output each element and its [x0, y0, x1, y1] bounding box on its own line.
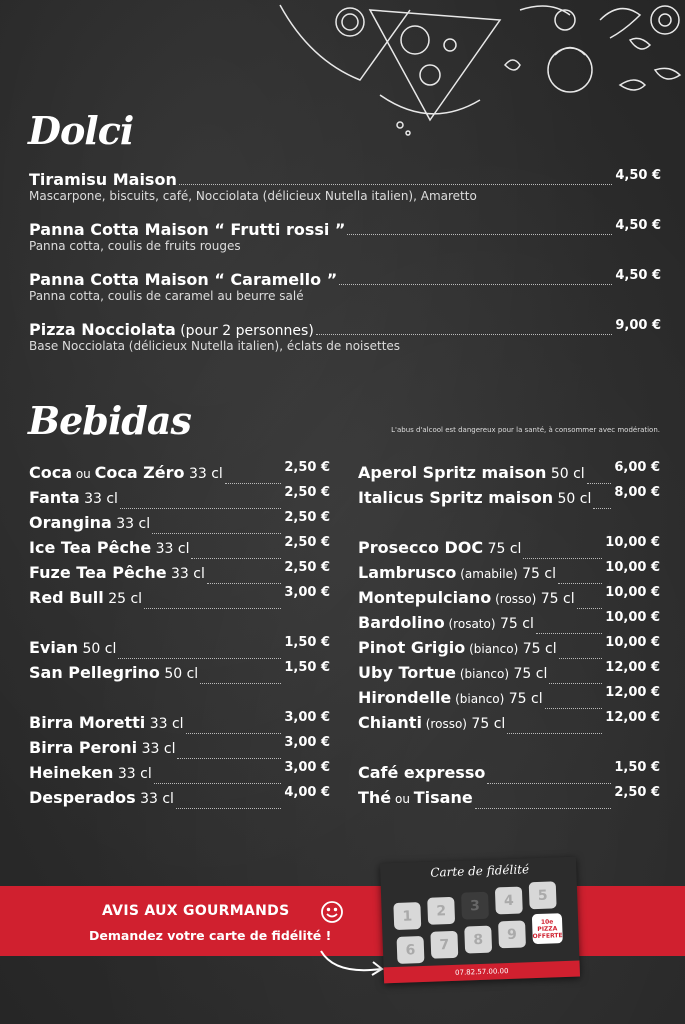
drink-price: 2,50 €	[284, 535, 330, 550]
item-price: 9,00 €	[615, 318, 661, 333]
drink-name-main: Heineken	[29, 763, 114, 782]
stamp: 1	[393, 902, 421, 930]
drink-style: (amabile)	[456, 567, 518, 581]
drink-price: 1,50 €	[284, 660, 330, 675]
drink-style: (bianco)	[456, 667, 510, 681]
dotted-leader	[177, 758, 281, 759]
dotted-leader	[339, 284, 612, 285]
list-item	[29, 220, 661, 270]
list-item	[29, 320, 661, 370]
dotted-leader	[316, 334, 613, 335]
drink-price: 12,00 €	[605, 710, 660, 725]
stamp: 6	[397, 936, 425, 964]
drink-volume: 33 cl	[137, 741, 176, 757]
drink-volume: 33 cl	[184, 466, 223, 482]
drink-row	[29, 585, 330, 613]
drink-name	[29, 663, 198, 682]
drink-style: (rosso)	[421, 717, 467, 731]
dotted-leader	[176, 808, 281, 809]
drink-price: 10,00 €	[605, 560, 660, 575]
or-text: ou	[391, 792, 414, 806]
drink-price: 3,00 €	[284, 760, 330, 775]
drink-volume: 75 cl	[536, 591, 575, 607]
drink-row	[358, 785, 660, 813]
drink-price: 6,00 €	[614, 460, 660, 475]
stamp-grid	[393, 883, 573, 959]
card-title: Carte de fidélité	[430, 862, 530, 880]
banner-title: AVIS AUX GOURMANDS	[102, 903, 290, 919]
drink-volume: 75 cl	[483, 541, 522, 557]
drink-name	[29, 563, 205, 582]
dolci-title: Dolci	[28, 108, 134, 153]
drink-price: 2,50 €	[284, 485, 330, 500]
drink-name	[358, 538, 521, 557]
dotted-leader	[200, 683, 281, 684]
dotted-leader	[225, 483, 282, 484]
dotted-leader	[118, 658, 281, 659]
drink-volume: 33 cl	[145, 716, 184, 732]
or-text: ou	[72, 467, 95, 481]
dotted-leader	[144, 608, 281, 609]
drink-name-main: Montepulciano	[358, 588, 492, 607]
drink-volume: 50 cl	[546, 466, 585, 482]
drink-name	[29, 488, 118, 507]
drink-volume: 50 cl	[553, 491, 592, 507]
drink-name-main: Birra Moretti	[29, 713, 146, 732]
drink-name	[358, 663, 547, 682]
item-description: Panna cotta, coulis de caramel au beurre salé	[29, 289, 304, 303]
free-pizza-stamp: 10e PIZZA OFFERTE	[532, 913, 563, 944]
drink-volume: 33 cl	[79, 491, 118, 507]
drink-price: 2,50 €	[284, 510, 330, 525]
drink-style: (rosso)	[491, 592, 537, 606]
dotted-leader	[559, 658, 603, 659]
dotted-leader	[593, 508, 611, 509]
drink-name	[29, 463, 223, 482]
dotted-leader	[152, 533, 281, 534]
drink-name-main: Desperados	[29, 788, 136, 807]
stamp: 7	[430, 931, 458, 959]
drink-name-a: Thé	[358, 788, 392, 807]
drink-name	[358, 563, 556, 582]
stamp: 8	[464, 926, 492, 954]
drink-volume: 33 cl	[166, 566, 205, 582]
drink-volume: 33 cl	[111, 516, 151, 532]
dotted-leader	[347, 234, 612, 235]
loyalty-card	[380, 857, 580, 984]
drink-price: 2,50 €	[284, 560, 330, 575]
dotted-leader	[523, 558, 602, 559]
drink-name	[358, 638, 557, 657]
drink-name	[358, 713, 505, 732]
drink-name	[29, 738, 175, 757]
drink-volume: 33 cl	[151, 541, 190, 557]
drink-price: 3,00 €	[284, 735, 330, 750]
dotted-leader	[207, 583, 281, 584]
dotted-leader	[186, 733, 282, 734]
stamp: 3	[461, 892, 489, 920]
drink-price: 3,00 €	[284, 710, 330, 725]
item-price: 4,50 €	[615, 168, 661, 183]
pizza-doodle-illustration	[270, 0, 685, 150]
dotted-leader	[154, 783, 282, 784]
drinks-column-right	[358, 460, 660, 813]
dotted-leader	[475, 808, 612, 809]
drink-name: Café expresso	[358, 763, 486, 782]
drink-name-main: Uby Tortue	[358, 663, 457, 682]
stamp: 9	[498, 920, 526, 948]
drink-row	[29, 660, 330, 688]
item-name	[29, 320, 314, 339]
drink-price: 2,50 €	[614, 785, 660, 800]
drink-volume: 33 cl	[113, 766, 152, 782]
dotted-leader	[545, 708, 603, 709]
drink-volume: 75 cl	[504, 691, 543, 707]
drink-volume: 75 cl	[509, 666, 548, 682]
drink-price: 4,00 €	[284, 785, 330, 800]
stamp: 4	[495, 887, 523, 915]
dotted-leader	[179, 184, 613, 185]
dotted-leader	[191, 558, 281, 559]
drink-name-main: Italicus Spritz maison	[358, 488, 554, 507]
drink-row	[358, 710, 660, 738]
smiley-icon	[320, 900, 344, 924]
drink-name	[358, 463, 585, 482]
drink-name-main: Ice Tea Pêche	[29, 538, 152, 557]
drink-volume: 50 cl	[159, 666, 199, 682]
drink-name-main: Red Bull	[29, 588, 104, 607]
drink-name-main: Birra Peroni	[29, 738, 138, 757]
drink-price: 10,00 €	[605, 610, 660, 625]
drink-price: 10,00 €	[605, 585, 660, 600]
drink-name-main: Hirondelle	[358, 688, 452, 707]
drink-price: 2,50 €	[284, 460, 330, 475]
drink-name	[29, 713, 184, 732]
drink-row	[358, 485, 660, 513]
drink-name-main: Chianti	[358, 713, 422, 732]
drink-style: (rosato)	[444, 617, 496, 631]
drink-style: (bianco)	[465, 642, 519, 656]
alcohol-warning: L'abus d'alcool est dangereux pour la santé, à consommer avec modération.	[391, 426, 660, 434]
drink-price: 8,00 €	[614, 485, 660, 500]
item-name: Panna Cotta Maison “ Frutti rossi ”	[29, 220, 346, 239]
dotted-leader	[558, 583, 602, 584]
drink-name	[29, 513, 150, 532]
item-description: Panna cotta, coulis de fruits rouges	[29, 239, 241, 253]
drink-name	[358, 613, 534, 632]
drinks-column-left	[29, 460, 330, 813]
drink-volume: 75 cl	[495, 616, 534, 632]
dotted-leader	[120, 508, 281, 509]
drink-volume: 75 cl	[466, 716, 506, 732]
drink-volume: 75 cl	[518, 641, 557, 657]
item-price: 4,50 €	[615, 218, 661, 233]
item-name: Panna Cotta Maison “ Caramello ”	[29, 270, 338, 289]
bebidas-title: Bebidas	[28, 398, 191, 443]
dotted-leader	[549, 683, 602, 684]
item-name: Tiramisu Maison	[29, 170, 177, 189]
drink-name-main: Orangina	[29, 513, 112, 532]
item-name-main: Pizza Nocciolata	[29, 320, 176, 339]
drink-name-main: Evian	[29, 638, 79, 657]
list-item	[29, 170, 661, 220]
drink-name-main: Pinot Grigio	[358, 638, 466, 657]
drink-name-main: Aperol Spritz maison	[358, 463, 547, 482]
banner-subtitle: Demandez votre carte de fidélité !	[89, 928, 332, 943]
dolci-list	[29, 170, 661, 370]
dotted-leader	[587, 483, 612, 484]
drink-name	[358, 788, 473, 807]
drink-name-b: Coca Zéro	[94, 463, 185, 482]
drink-name-main: Fuze Tea Pêche	[29, 563, 167, 582]
drink-name	[29, 588, 142, 607]
item-price: 4,50 €	[615, 268, 661, 283]
drink-name	[358, 588, 575, 607]
card-phone: 07.82.57.00.00	[384, 961, 580, 984]
dotted-leader	[536, 633, 602, 634]
stamp: 5	[529, 881, 557, 909]
drink-price: 12,00 €	[605, 660, 660, 675]
drink-name	[358, 688, 543, 707]
item-description: Base Nocciolata (délicieux Nutella italien), éclats de noisettes	[29, 339, 401, 353]
drink-row	[29, 785, 330, 813]
drink-price: 10,00 €	[605, 635, 660, 650]
item-note: (pour 2 personnes)	[175, 323, 314, 339]
stamp: 2	[427, 897, 455, 925]
drink-name-b: Tisane	[413, 788, 473, 807]
drink-name-a: Coca	[29, 463, 73, 482]
drink-price: 3,00 €	[284, 585, 330, 600]
dotted-leader	[487, 783, 611, 784]
drink-price: 10,00 €	[605, 535, 660, 550]
drink-price: 12,00 €	[605, 685, 660, 700]
drink-style: (bianco)	[451, 692, 505, 706]
drink-volume: 75 cl	[517, 566, 556, 582]
drink-name-main: Bardolino	[358, 613, 445, 632]
drink-name	[358, 488, 591, 507]
drink-volume: 50 cl	[78, 641, 117, 657]
drink-price: 1,50 €	[614, 760, 660, 775]
drink-name	[29, 538, 189, 557]
drink-volume: 33 cl	[135, 791, 174, 807]
drink-name-main: Fanta	[29, 488, 80, 507]
drink-name-main: Lambrusco	[358, 563, 457, 582]
item-description: Mascarpone, biscuits, café, Nocciolata (délicieux Nutella italien), Amaretto	[29, 189, 477, 203]
drink-name	[29, 763, 152, 782]
dotted-leader	[507, 733, 602, 734]
drink-name	[29, 638, 116, 657]
drink-name-main: Prosecco DOC	[358, 538, 484, 557]
drink-name	[29, 788, 174, 807]
drink-name-main: San Pellegrino	[29, 663, 160, 682]
drink-volume: 25 cl	[103, 591, 143, 607]
drink-price: 1,50 €	[284, 635, 330, 650]
dotted-leader	[577, 608, 603, 609]
list-item	[29, 270, 661, 320]
